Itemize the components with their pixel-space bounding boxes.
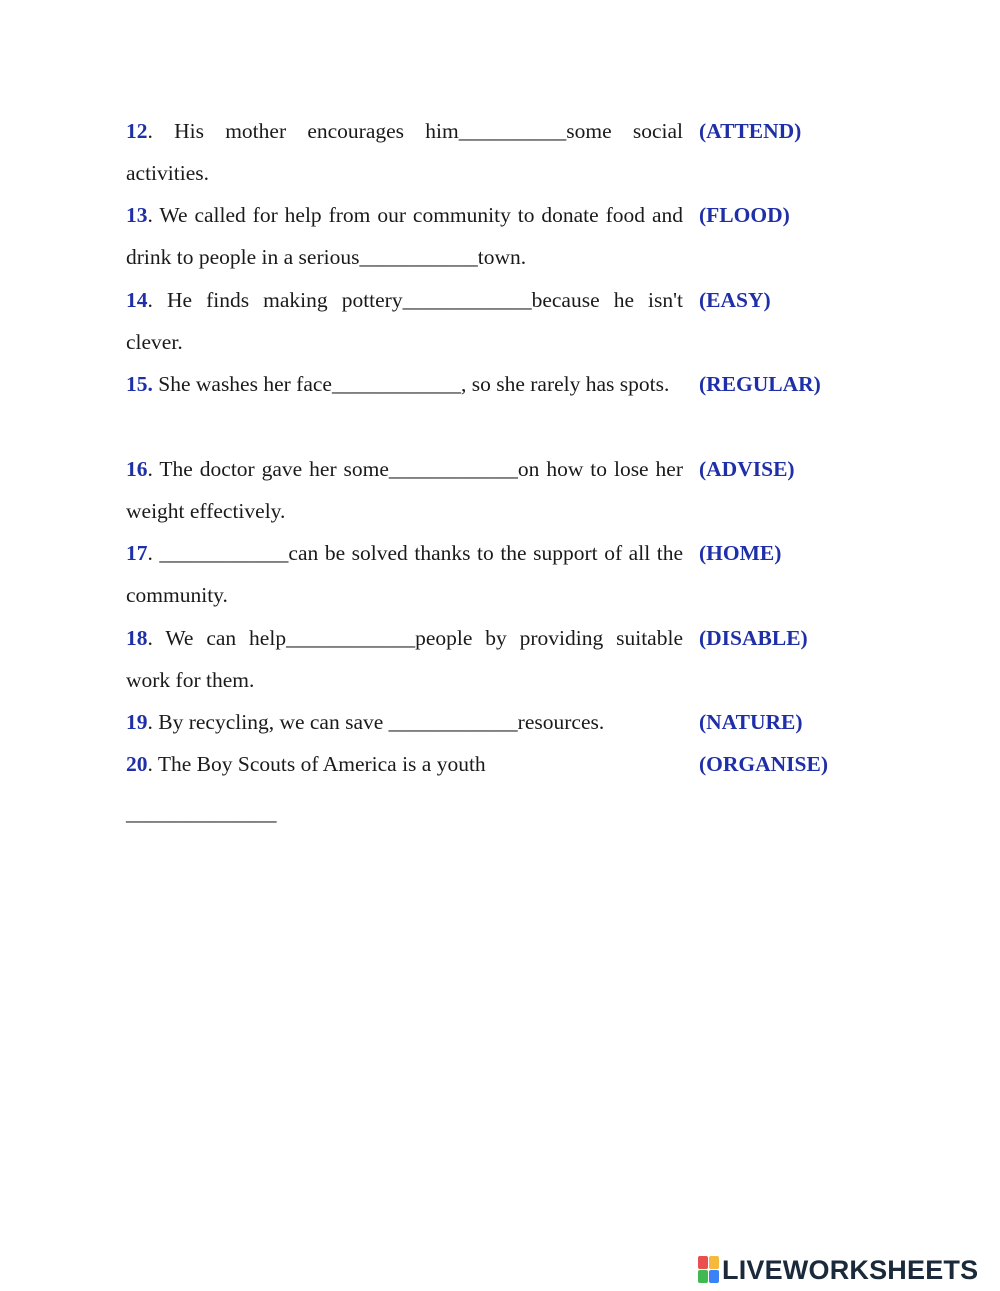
answer-blank-20[interactable]: ______________ — [126, 801, 277, 825]
question-17 — [126, 532, 683, 617]
question-text: She washes her face____________, so she rarely has spots. — [152, 372, 670, 396]
word-prompt-19: (NATURE) — [699, 710, 803, 734]
question-number: 14 — [126, 288, 148, 312]
logo-blocks-icon — [698, 1256, 720, 1284]
question-text: . ____________can be solved thanks to the support of all the community. — [126, 541, 683, 608]
question-number: 12 — [126, 119, 148, 143]
question-16 — [126, 448, 683, 533]
question-13 — [126, 194, 683, 279]
question-number: 13 — [126, 203, 148, 227]
question-19 — [126, 701, 683, 743]
question-15 — [126, 363, 683, 405]
question-number: 20 — [126, 752, 148, 776]
liveworksheets-logo — [698, 1252, 978, 1288]
word-prompt-13: (FLOOD) — [699, 203, 790, 227]
question-text: . We called for help from our community to donate food and drink to people in a serious___________town. — [126, 203, 683, 270]
question-number: 17 — [126, 541, 148, 565]
question-14 — [126, 279, 683, 364]
word-prompt-20: (ORGANISE) — [699, 752, 829, 776]
word-prompt-14: (EASY) — [699, 288, 771, 312]
question-text: . The Boy Scouts of America is a youth — [147, 752, 486, 776]
question-text: . The doctor gave her some____________on how to lose her weight effectively. — [126, 457, 683, 524]
word-prompt-18: (DISABLE) — [699, 626, 808, 650]
word-prompt-17: (HOME) — [699, 541, 782, 565]
question-text: . By recycling, we can save ____________resources. — [147, 710, 605, 734]
question-text: . We can help____________people by providing suitable work for them. — [126, 626, 683, 693]
question-number: 19 — [126, 710, 148, 734]
question-text: . His mother encourages him__________some social activities. — [126, 119, 683, 186]
question-18 — [126, 617, 683, 702]
logo-text: LIVEWORKSHEETS — [722, 1254, 979, 1285]
question-number: 18 — [126, 626, 148, 650]
question-20 — [126, 743, 683, 785]
word-prompt-15: (REGULAR) — [699, 372, 821, 396]
question-text: . He finds making pottery____________because he isn't clever. — [126, 288, 683, 355]
word-prompt-16: (ADVISE) — [699, 457, 795, 481]
question-number: 15. — [126, 372, 153, 396]
question-12 — [126, 110, 683, 195]
question-number: 16 — [126, 457, 148, 481]
word-prompt-12: (ATTEND) — [699, 119, 802, 143]
